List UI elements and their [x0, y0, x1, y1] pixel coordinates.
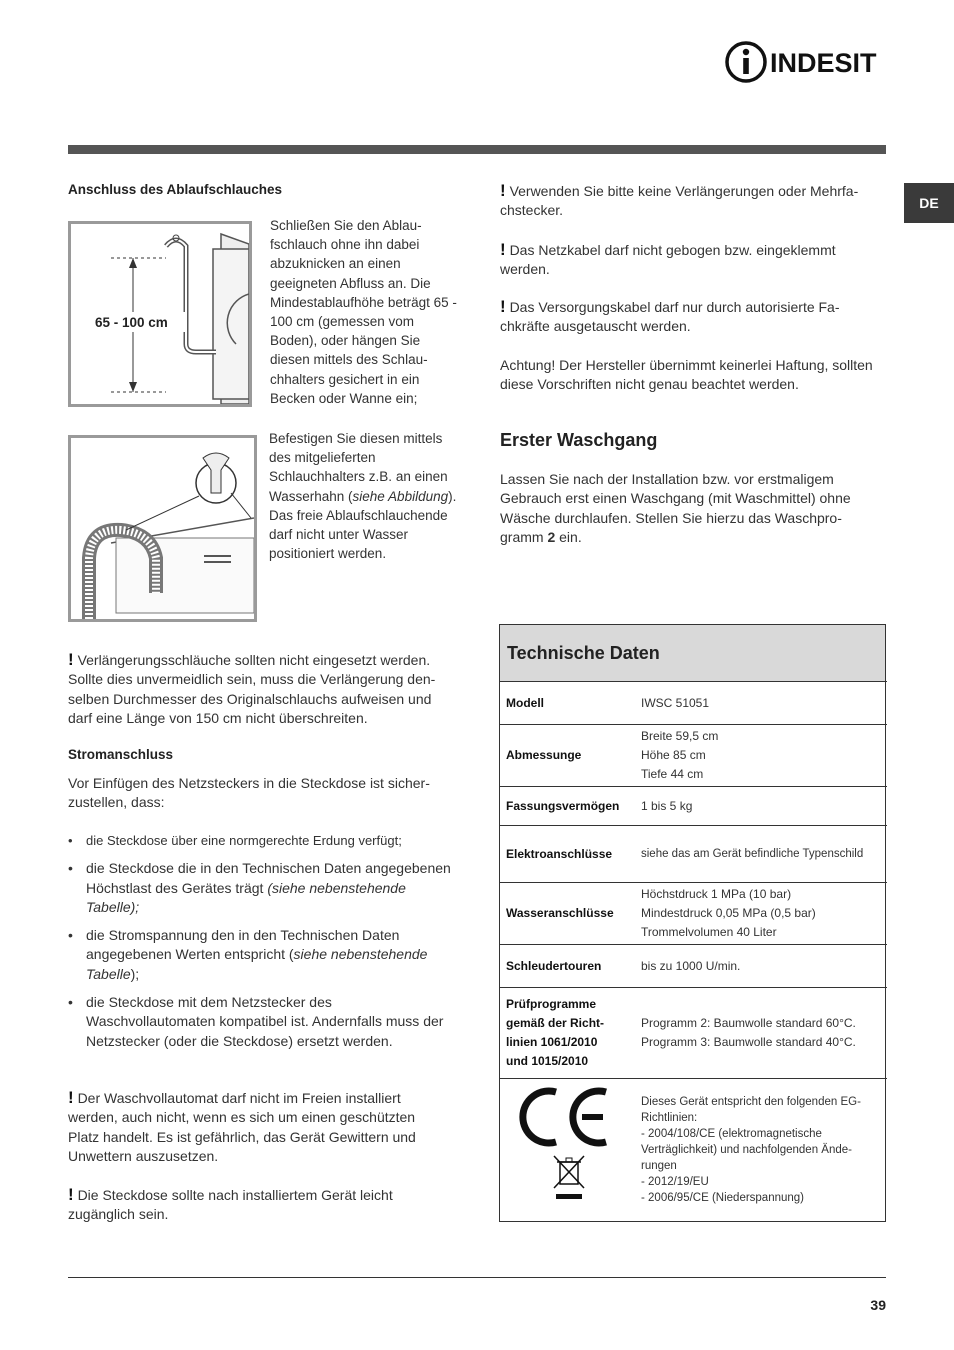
- row-key: Wasseranschlüsse: [500, 883, 635, 945]
- row-value: 1 bis 5 kg: [635, 787, 887, 826]
- weee-bin-icon: [554, 1156, 584, 1199]
- row-value: [635, 725, 887, 787]
- table-row: [500, 682, 887, 725]
- list-item: • die Steckdose über eine normgerechte Erdung verfügt;: [68, 833, 402, 848]
- list-item-text: die Steckdose über eine normgerechte Erdung verfügt;: [86, 833, 402, 848]
- row-key: Modell: [500, 682, 635, 725]
- warning-extension-hoses: [68, 650, 458, 728]
- row-value: [635, 988, 887, 1079]
- ce-mark-cell: [500, 1079, 635, 1221]
- ce-line: - 2012/19/EU: [641, 1175, 709, 1188]
- list-item: • die Steckdose mit dem Netzstecker des Waschvollautomaten kompatibel ist. Andernfalls muss der Netzstecker (oder die Steckdose) ersetzt werden.: [68, 994, 444, 1049]
- first-wash-text-a: Lassen Sie nach der Installation bzw. vor erstmaligem Gebrauch erst einen Waschgang (mit Waschmittel) ohne Wäsche durchlaufen. Stellen Sie hierzu das Waschprogramm: [500, 471, 851, 545]
- row-value-line: Programm 2: Baumwolle standard 60°C.: [641, 1016, 856, 1030]
- list-item-text: die Steckdose die in den Technischen Daten angegebenen Höchstlast des Gerätes trägt: [86, 860, 451, 896]
- row-value-line: Breite 59,5 cm: [641, 729, 719, 743]
- warning-icon: !: [68, 1088, 74, 1107]
- row-key: Elektroanschlüsse: [500, 826, 635, 883]
- section-title-power: Stromanschluss: [68, 747, 174, 762]
- list-item: • die Stromspannung den in den Technischen Daten angegebenen Werten entspricht (siehe nebenstehende Tabelle);: [68, 927, 428, 982]
- row-key-line: und 1015/2010: [506, 1054, 589, 1068]
- warning-icon: !: [68, 1185, 74, 1204]
- drain-instruction-2-text-a: Befestigen Sie diesen mittels des mitgelieferten Schlauchhalters z.B. an einen Wasserhahn (: [269, 431, 448, 504]
- drain-instruction-2-italic: siehe Abbildung: [352, 488, 449, 504]
- liability-notice: Achtung! Der Hersteller übernimmt keinerlei Haftung, sollten diese Vorschriften nicht genau beachtet werden.: [500, 357, 873, 393]
- row-value: siehe das am Gerät befindliche Typenschild: [635, 826, 887, 883]
- drain-instruction-1: Schließen Sie den Ablaufschlauch ohne ihn dabei abzuknicken an einen geeigneten Abfluss an. Die Mindestablaufhöhe beträgt 65 - 100 cm (gemessen vom Boden), oder hängen Sie diesen mittels des Schlauchhalters gesichert in ein Becken oder Wanne ein;: [270, 218, 457, 406]
- warning-icon: !: [500, 181, 506, 200]
- section-title-first-wash: Erster Waschgang: [500, 430, 658, 450]
- warning-cable-replace: [500, 297, 880, 337]
- ce-line: - 2006/95/CE (Niederspannung): [641, 1191, 805, 1204]
- list-item-text-end: );: [130, 965, 140, 982]
- row-value: [635, 883, 887, 945]
- row-key-line: linien 1061/2010: [506, 1035, 598, 1049]
- list-item-italic: siehe nebenstehende Tabelle: [86, 946, 428, 982]
- warning-outdoor: [68, 1088, 448, 1166]
- footer-rule: [68, 1277, 886, 1278]
- row-value-line: Tiefe 44 cm: [641, 767, 704, 781]
- warning-extension-text: Verlängerungsschläuche sollten nicht eingesetzt werden. Sollte dies unvermeidlich sein, muss die Verlängerung denselben Durchmesser des Originalschlauchs aufweisen und darf eine Länge von 150 cm nicht überschreiten.: [68, 652, 436, 726]
- list-item-text: die Stromspannung den in den Technischen Daten angegebenen Werten entspricht (: [86, 927, 400, 963]
- warning-no-extensions: [500, 181, 880, 221]
- figure-drain-height: [68, 221, 252, 407]
- indesit-logo: [724, 40, 889, 84]
- row-key: [500, 988, 635, 1079]
- row-value-line: Höhe 85 cm: [641, 748, 706, 762]
- list-item-text: die Steckdose mit dem Netzstecker des Waschvollautomaten kompatibel ist. Andernfalls muss der Netzstecker (oder die Steckdose) ersetzt werden.: [86, 994, 444, 1049]
- row-value: IWSC 51051: [635, 682, 887, 725]
- drain-instruction-2: [269, 429, 459, 563]
- language-tab: DE: [904, 183, 954, 223]
- ce-mark-icon: [518, 1084, 618, 1209]
- ce-compliance-text: [635, 1079, 887, 1221]
- row-key-line: Prüfprogramme: [506, 997, 597, 1011]
- svg-text:INDESIT: INDESIT: [770, 48, 877, 78]
- table-row: [500, 826, 887, 883]
- page-number: 39: [870, 1297, 886, 1313]
- row-value-line: Programm 3: Baumwolle standard 40°C.: [641, 1035, 856, 1049]
- warning-outdoor-text: Der Waschvollautomat darf nicht im Freien installiert werden, auch nicht, wenn es sich um einen geschützten Platz handelt. Es ist gefährlich, das Gerät Gewittern und Unwettern auszusetzen.: [68, 1090, 416, 1164]
- row-value-line: Trommelvolumen 40 Liter: [641, 925, 777, 939]
- row-key: Abmessunge: [500, 725, 635, 787]
- tech-data-table: [499, 624, 886, 1222]
- ce-line: - 2004/108/CE (elektromagnetische Verträglichkeit) und nachfolgenden Änderungen: [641, 1127, 852, 1172]
- row-key: Schleudertouren: [500, 945, 635, 988]
- row-value-line: Mindestdruck 0,05 MPa (0,5 bar): [641, 906, 816, 920]
- list-item-italic: (siehe nebenstehende Tabelle);: [86, 879, 406, 915]
- warning-icon: !: [500, 240, 506, 259]
- warning-no-extensions-text: Verwenden Sie bitte keine Verlängerungen oder Mehrfachstecker.: [500, 183, 859, 219]
- warning-access-text: Die Steckdose sollte nach installiertem Gerät leicht zugänglich sein.: [68, 1187, 393, 1223]
- list-item: • die Steckdose die in den Technischen Daten angegebenen Höchstlast des Gerätes trägt (siehe nebenstehende Tabelle);: [68, 860, 451, 915]
- row-key-line: gemäß der Richt-: [506, 1016, 605, 1030]
- section-title-drain: Anschluss des Ablaufschlauches: [68, 182, 283, 197]
- table-row: [500, 725, 887, 787]
- table-row: [500, 1079, 887, 1221]
- warning-icon: !: [500, 297, 506, 316]
- row-key: Fassungsvermögen: [500, 787, 635, 826]
- table-row: [500, 883, 887, 945]
- first-wash-text: [500, 470, 880, 547]
- warning-icon: !: [68, 650, 74, 669]
- figure-hose-holder: [68, 435, 257, 622]
- first-wash-text-b: ein.: [555, 528, 582, 545]
- table-row: [500, 945, 887, 988]
- power-intro: Vor Einfügen des Netzsteckers in die Steckdose ist sicherzustellen, dass:: [68, 775, 430, 811]
- first-wash-program-number: 2: [547, 528, 556, 545]
- warning-cable-replace-text: Das Versorgungskabel darf nur durch autorisierte Fachkräfte ausgetauscht werden.: [500, 299, 840, 335]
- warning-socket-access: [68, 1185, 448, 1225]
- drain-instruction-2-text-b: ). Das freie Ablaufschlauchende darf nicht unter Wasser positioniert werden.: [269, 488, 457, 562]
- figure-height-label: 65 - 100 cm: [95, 315, 168, 330]
- power-checklist: [68, 831, 458, 1060]
- row-value-line: Höchstdruck 1 MPa (10 bar): [641, 887, 792, 901]
- warning-cable-bend-text: Das Netzkabel darf nicht gebogen bzw. eingeklemmt werden.: [500, 242, 836, 278]
- tech-data-title: Technische Daten: [500, 625, 885, 681]
- table-row: [500, 787, 887, 826]
- warning-cable-bend: [500, 240, 880, 280]
- header-rule: [68, 145, 886, 154]
- ce-line: Dieses Gerät entspricht den folgenden EG-Richtlinien:: [641, 1095, 861, 1124]
- table-row: [500, 988, 887, 1079]
- row-value: bis zu 1000 U/min.: [635, 945, 887, 988]
